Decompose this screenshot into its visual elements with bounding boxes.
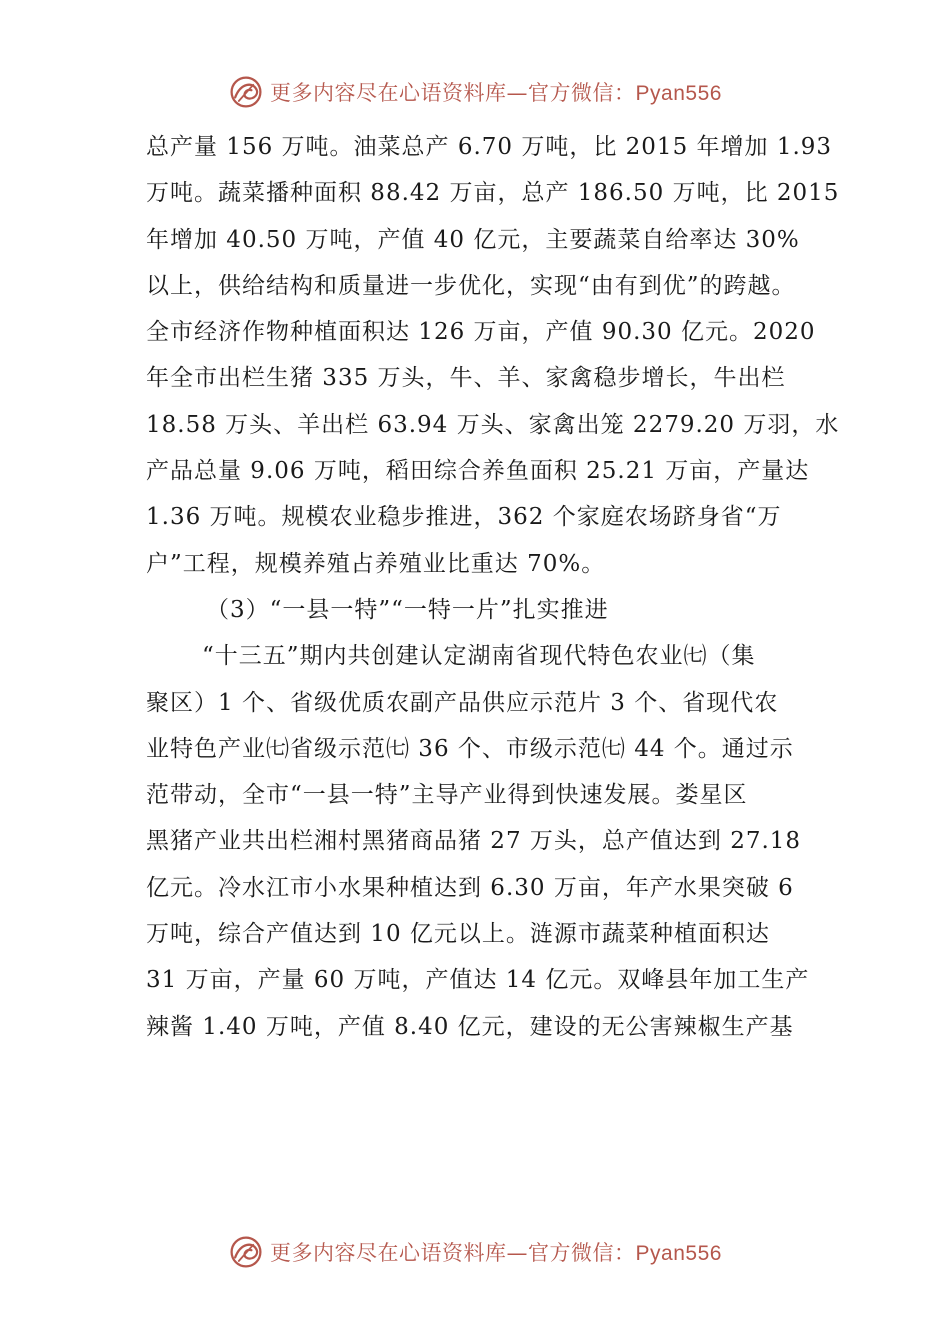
watermark-wechat-label: 官方微信： (528, 1241, 636, 1265)
body-line: 辣酱 1.40 万吨，产值 8.40 亿元，建设的无公害辣椒生产基 (146, 1013, 794, 1040)
watermark-separator: — (506, 1241, 529, 1265)
footer-watermark (0, 1232, 950, 1272)
body-line: 年增加 40.50 万吨，产值 40 亿元，主要蔬菜自给率达 30% (146, 226, 800, 253)
watermark-text (270, 77, 722, 107)
body-line: 全市经济作物种植面积达 126 万亩，产值 90.30 亿元。2020 (146, 319, 816, 346)
body-line: 总产量 156 万吨。油菜总产 6.70 万吨，比 2015 年增加 1.93 (146, 134, 833, 160)
watermark-brand: 更多内容尽在心语资料库 (270, 81, 507, 105)
body-line: 亿元。冷水江市小水果种植达到 6.30 万亩，年产水果突破 6 (146, 874, 794, 901)
body-line: 聚区）1 个、省级优质农副产品供应示范片 3 个、省现代农 (146, 689, 779, 716)
body-line: 黑猪产业共出栏湘村黑猪商品猪 27 万头，总产值达到 27.18 (146, 828, 802, 855)
document-body (146, 124, 840, 1050)
watermark-text (270, 1237, 722, 1267)
watermark-separator: — (506, 81, 529, 105)
body-line: 范带动，全市“一县一特”主导产业得到快速发展。娄星区 (146, 782, 748, 809)
body-line: 年全市出栏生猪 335 万头，牛、羊、家禽稳步增长，牛出栏 (146, 365, 786, 392)
body-line: 户”工程，规模养殖占养殖业比重达 70%。 (146, 550, 606, 577)
watermark-wechat-id: Pyan556 (635, 1242, 722, 1265)
watermark-wechat-id: Pyan556 (635, 82, 722, 105)
body-line: 万吨，综合产值达到 10 亿元以上。涟源市蔬菜种植面积达 (146, 921, 770, 948)
body-line: 31 万亩，产量 60 万吨，产值达 14 亿元。双峰县年加工生产 (146, 967, 810, 994)
body-line: 业特色产业㈦省级示范㈦ 36 个、市级示范㈦ 44 个。通过示 (146, 735, 794, 762)
body-line: 1.36 万吨。规模农业稳步推进，362 个家庭农场跻身省“万 (146, 504, 782, 531)
body-line: 18.58 万头、羊出栏 63.94 万头、家禽出笼 2279.20 万羽，水 (146, 411, 840, 438)
body-line: 产品总量 9.06 万吨，稻田综合养鱼面积 25.21 万亩，产量达 (146, 458, 810, 485)
watermark-wechat-label: 官方微信： (528, 81, 636, 105)
section-heading: （3）“一县一特”“一特一片”扎实推进 (206, 596, 609, 623)
body-line: 以上，供给结构和质量进一步优化，实现“由有到优”的跨越。 (146, 272, 796, 299)
swirl-logo-icon (228, 74, 264, 110)
watermark-brand: 更多内容尽在心语资料库 (270, 1241, 507, 1265)
swirl-logo-icon (228, 1234, 264, 1270)
body-line: 万吨。蔬菜播种面积 88.42 万亩，总产 186.50 万吨，比 2015 (146, 180, 840, 207)
header-watermark (0, 72, 950, 112)
body-line: “十三五”期内共创建认定湖南省现代特色农业㈦（集 (202, 643, 756, 670)
